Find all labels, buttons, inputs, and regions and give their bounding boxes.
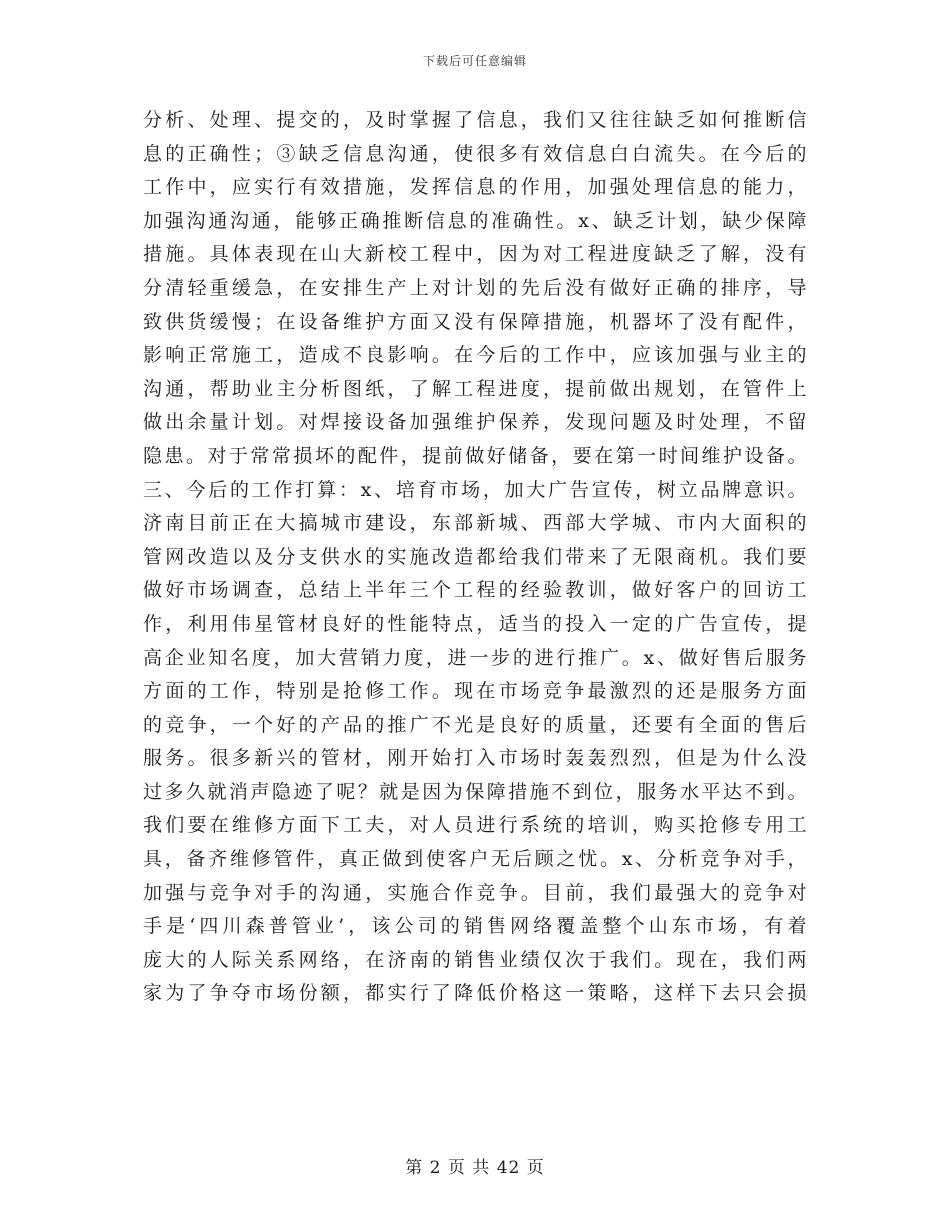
document-body	[143, 104, 807, 1011]
body-line: 方面的工作，特别是抢修工作。现在市场竞争最激烈的还是服务方面	[143, 680, 807, 703]
page-header: 下载后可任意编辑	[422, 54, 527, 68]
body-line: 加强与竞争对手的沟通，实施合作竞争。目前，我们最强大的竞争对	[143, 881, 807, 904]
body-line: 的竞争，一个好的产品的推广不光是良好的质量，还要有全面的售后	[143, 713, 807, 736]
body-line: 三、今后的工作打算：x、培育市场，加大广告宣传，树立品牌意识。	[143, 478, 807, 501]
body-line: 措施。具体表现在山大新校工程中，因为对工程进度缺乏了解，没有	[143, 243, 807, 266]
body-line: 手是‘四川森普管业’，该公司的销售网络覆盖整个山东市场，有着	[143, 915, 807, 938]
body-line: 息的正确性；③缺乏信息沟通，使很多有效信息白白流失。在今后的	[143, 142, 807, 165]
body-line: 服务。很多新兴的管材，刚开始打入市场时轰轰烈烈，但是为什么没	[143, 747, 807, 770]
body-line: 影响正常施工，造成不良影响。在今后的工作中，应该加强与业主的	[143, 344, 807, 367]
body-line: 沟通，帮助业主分析图纸，了解工程进度，提前做出规划，在管件上	[143, 377, 807, 400]
body-line: 过多久就消声隐迹了呢？就是因为保障措施不到位，服务水平达不到。	[143, 780, 807, 803]
body-line: 工作中，应实行有效措施，发挥信息的作用，加强处理信息的能力，	[143, 176, 807, 199]
body-line: 隐患。对于常常损坏的配件，提前做好储备，要在第一时间维护设备。	[143, 444, 807, 467]
body-line: 济南目前正在大搞城市建设，东部新城、西部大学城、市内大面积的	[143, 512, 807, 535]
body-line: 做出余量计划。对焊接设备加强维护保养，发现问题及时处理，不留	[143, 411, 807, 434]
body-line: 做好市场调查，总结上半年三个工程的经验教训，做好客户的回访工	[143, 579, 807, 602]
body-line: 作，利用伟星管材良好的性能特点，适当的投入一定的广告宣传，提	[143, 612, 807, 635]
body-line: 管网改造以及分支供水的实施改造都给我们带来了无限商机。我们要	[143, 545, 807, 568]
body-line: 分析、处理、提交的，及时掌握了信息，我们又往往缺乏如何推断信	[143, 109, 807, 131]
body-line: 家为了争夺市场份额，都实行了降低价格这一策略，这样下去只会损	[143, 982, 807, 1005]
body-line: 加强沟通沟通，能够正确推断信息的准确性。x、缺乏计划，缺少保障	[143, 209, 807, 232]
body-line: 具，备齐维修管件，真正做到使客户无后顾之忧。x、分析竞争对手，	[143, 848, 807, 871]
body-line: 我们要在维修方面下工夫，对人员进行系统的培训，购买抢修专用工	[143, 814, 807, 837]
body-line: 庞大的人际关系网络，在济南的销售业绩仅次于我们。现在，我们两	[143, 948, 807, 971]
body-line: 分清轻重缓急，在安排生产上对计划的先后没有做好正确的排序，导	[143, 276, 807, 299]
page-number-footer: 第 2 页 共 42 页	[405, 1158, 545, 1178]
body-line: 致供货缓慢；在设备维护方面又没有保障措施，机器坏了没有配件，	[143, 310, 807, 333]
body-line: 高企业知名度，加大营销力度，进一步的进行推广。x、做好售后服务	[143, 646, 807, 669]
